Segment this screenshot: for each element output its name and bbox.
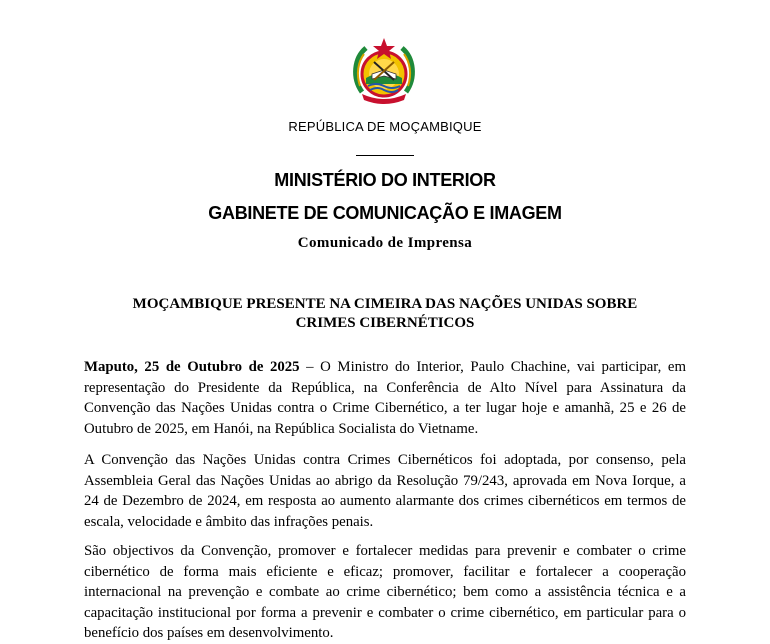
headline-line-2: CRIMES CIBERNÉTICOS [295, 315, 475, 331]
office-name: GABINETE DE COMUNICAÇÃO E IMAGEM [208, 203, 562, 223]
republic-name: REPÚBLICA DE MOÇAMBIQUE [288, 119, 482, 134]
press-release-headline [70, 295, 700, 333]
dateline: Maputo, 25 de Outubro de 2025 [84, 359, 300, 375]
paragraph-1 [84, 357, 686, 439]
ministry-name: MINISTÉRIO DO INTERIOR [274, 170, 496, 190]
paragraph-3: São objectivos da Convenção, promover e fortalecer medidas para prevenir e combater o crime cibernético de forma mais eficiente e eficaz; promover, facilitar e fortalecer a cooperação internacional na prevenção e combate ao crime cibernético; bem como a assistência técnica e a capacitação institucional por forma a prevenir e combater o crime cibernético, em particular para o benefício dos países em desenvolvimento. [84, 543, 686, 642]
mozambique-coat-of-arms-icon [348, 34, 420, 106]
coat-of-arms-emblem [348, 34, 420, 106]
document-type: Comunicado de Imprensa [297, 235, 473, 251]
paragraph-2: A Convenção das Nações Unidas contra Crimes Cibernéticos foi adoptada, por consenso, pela Assembleia Geral das Nações Unidas ao abrigo da Resolução 79/243, aprovada em Nova Iorque, a 24 de Dezembro de 2024, em resposta ao aumento alarmante dos crimes cibernéticos em termos de escala, velocidade e âmbito das infrações penais. [84, 452, 686, 530]
paragraph-1-text: – O Ministro do Interior, Paulo Chachine, vai participar, em representação do Presidente da República, na Conferência de Alto Nível para Assinatura da Convenção das Nações Unidas contra o Crime Cibernético, a ter lugar hoje e amanhã, 25 e 26 de Outubro de 2025, em Hanói, na República Socialista do Vietname. [84, 359, 687, 437]
header-divider [356, 155, 414, 156]
headline-line-1: MOÇAMBIQUE PRESENTE NA CIMEIRA DAS NAÇÕES UNIDAS SOBRE [132, 296, 638, 312]
